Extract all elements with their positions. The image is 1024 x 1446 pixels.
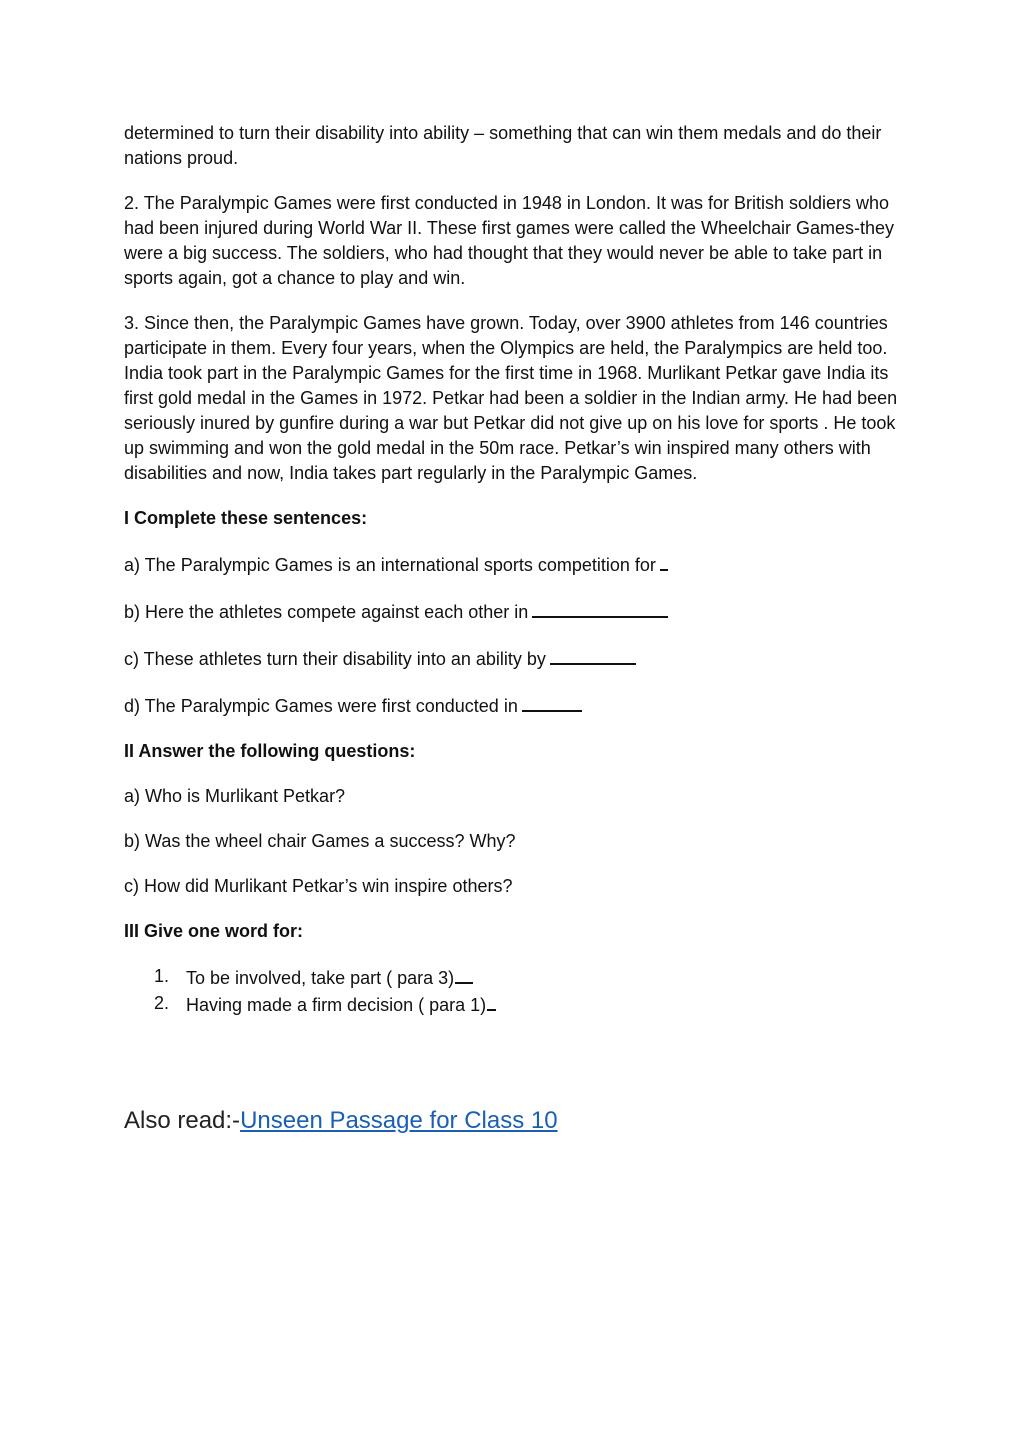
section-heading-complete-sentences: I Complete these sentences: [124, 508, 368, 528]
unseen-passage-class-10-link[interactable]: Unseen Passage for Class 10 [240, 1107, 558, 1134]
also-read-prefix: Also read:- [124, 1107, 241, 1134]
sentence-c: c) These athletes turn their disability into an ability by [124, 645, 904, 672]
section-heading-answer-questions: II Answer the following questions: [124, 741, 416, 761]
answer-blank [660, 551, 668, 571]
answer-blank [550, 645, 636, 665]
passage-paragraph-1-tail: determined to turn their disability into ability – something that can win them medals and do their nations proud. [124, 123, 882, 168]
answer-blank [532, 598, 668, 618]
also-read-line [124, 1106, 558, 1136]
list-item: 2. Having made a firm decision ( para 1) [124, 991, 904, 1018]
sentence-d: d) The Paralympic Games were first conducted in [124, 692, 904, 719]
answer-blank [522, 692, 582, 712]
question-b: b) Was the wheel chair Games a success? Why? [124, 831, 516, 851]
list-item: 1. To be involved, take part ( para 3) [124, 964, 904, 991]
section-heading-one-word: III Give one word for: [124, 921, 304, 941]
answer-blank [455, 964, 473, 984]
passage-paragraph-2: 2. The Paralympic Games were first conducted in 1948 in London. It was for British soldiers who had been injured during World War II. These first games were called the Wheelchair Games-they were a big success. The soldiers, who had thought that they would never be able to take part in sports again, got a chance to play and win. [124, 193, 895, 288]
sentence-b: b) Here the athletes compete against each other in [124, 598, 904, 625]
question-a: a) Who is Murlikant Petkar? [124, 786, 346, 806]
document-body [124, 121, 904, 1018]
answer-blank [487, 991, 496, 1011]
question-c: c) How did Murlikant Petkar’s win inspire others? [124, 876, 513, 896]
one-word-list [124, 964, 904, 1018]
sentence-a: a) The Paralympic Games is an international sports competition for [124, 551, 904, 578]
passage-paragraph-3: 3. Since then, the Paralympic Games have grown. Today, over 3900 athletes from 146 countries participate in them. Every four years, when the Olympics are held, the Paralympics are held too. India took part in the Paralympic Games for the first time in 1968. Murlikant Petkar gave India its first gold medal in the Games in 1972. Petkar had been a soldier in the Indian army. He had been seriously inured by gunfire during a war but Petkar did not give up on his love for sports . He took up swimming and won the gold medal in the 50m race. Petkar’s win inspired many others with disabilities and now, India takes part regularly in the Paralympic Games. [124, 313, 898, 483]
